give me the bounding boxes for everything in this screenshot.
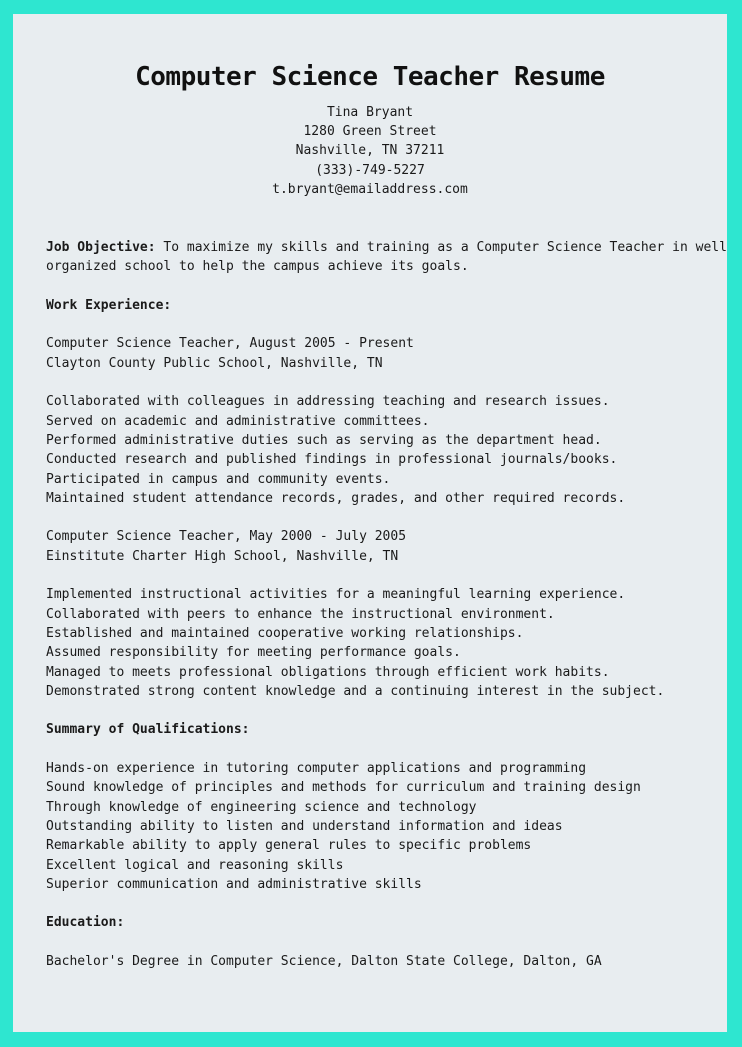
resume-page bbox=[13, 14, 727, 1032]
objective-line bbox=[46, 238, 727, 257]
qualification-item: Excellent logical and reasoning skills bbox=[46, 857, 344, 873]
contact-city: Nashville, TN 37211 bbox=[295, 143, 445, 159]
duty-item: Assumed responsibility for meeting performance goals. bbox=[46, 645, 461, 661]
qualification-item: Remarkable ability to apply general rules to specific problems bbox=[46, 838, 532, 854]
job-title: Computer Science Teacher, August 2005 - Present bbox=[46, 336, 414, 352]
contact-email: t.bryant@emailaddress.com bbox=[272, 181, 468, 197]
duty-item: Participated in campus and community events. bbox=[46, 471, 391, 487]
contact-phone: (333)-749-5227 bbox=[315, 162, 425, 178]
qualification-item: Sound knowledge of principles and methods for curriculum and training design bbox=[46, 780, 641, 796]
job-title: Computer Science Teacher, May 2000 - July 2005 bbox=[46, 529, 407, 545]
job-employer: Clayton County Public School, Nashville, TN bbox=[46, 355, 383, 371]
duty-item: Performed administrative duties such as serving as the department head. bbox=[46, 432, 602, 448]
objective-text: To maximize my skills and training as a Computer Science Teacher in well bbox=[155, 240, 727, 255]
qualification-item: Superior communication and administrative skills bbox=[46, 876, 422, 892]
qualifications-heading: Summary of Qualifications: bbox=[46, 722, 250, 738]
page-title: Computer Science Teacher Resume bbox=[135, 62, 605, 92]
duty-item: Demonstrated strong content knowledge and a continuing interest in the subject. bbox=[46, 683, 665, 699]
qualification-item: Outstanding ability to listen and understand information and ideas bbox=[46, 818, 563, 834]
contact-name: Tina Bryant bbox=[326, 105, 414, 120]
contact-block bbox=[13, 103, 727, 199]
qualification-item: Hands-on experience in tutoring computer applications and programming bbox=[46, 761, 587, 777]
duty-item: Established and maintained cooperative working relationships. bbox=[46, 625, 524, 641]
qualification-item: Through knowledge of engineering science and technology bbox=[46, 799, 477, 815]
education-heading: Education: bbox=[46, 915, 125, 931]
duty-item: Implemented instructional activities for a meaningful learning experience. bbox=[46, 587, 626, 603]
education-degree: Bachelor's Degree in Computer Science, Dalton State College, Dalton, GA bbox=[46, 953, 602, 969]
objective-text-cont: organized school to help the campus achieve its goals. bbox=[46, 259, 469, 275]
duty-item: Collaborated with peers to enhance the instructional environment. bbox=[46, 606, 555, 622]
contact-street: 1280 Green Street bbox=[303, 124, 437, 140]
objective-label: Job Objective: bbox=[46, 240, 156, 255]
work-heading: Work Experience: bbox=[46, 297, 172, 313]
job-employer: Einstitute Charter High School, Nashville, TN bbox=[46, 548, 399, 564]
duty-item: Served on academic and administrative committees. bbox=[46, 413, 430, 429]
duty-item: Conducted research and published findings in professional journals/books. bbox=[46, 452, 618, 468]
resume-body bbox=[46, 238, 727, 971]
duty-item: Managed to meets professional obligations through efficient work habits. bbox=[46, 664, 610, 680]
duty-item: Collaborated with colleagues in addressing teaching and research issues. bbox=[46, 394, 610, 410]
duty-item: Maintained student attendance records, grades, and other required records. bbox=[46, 490, 626, 506]
